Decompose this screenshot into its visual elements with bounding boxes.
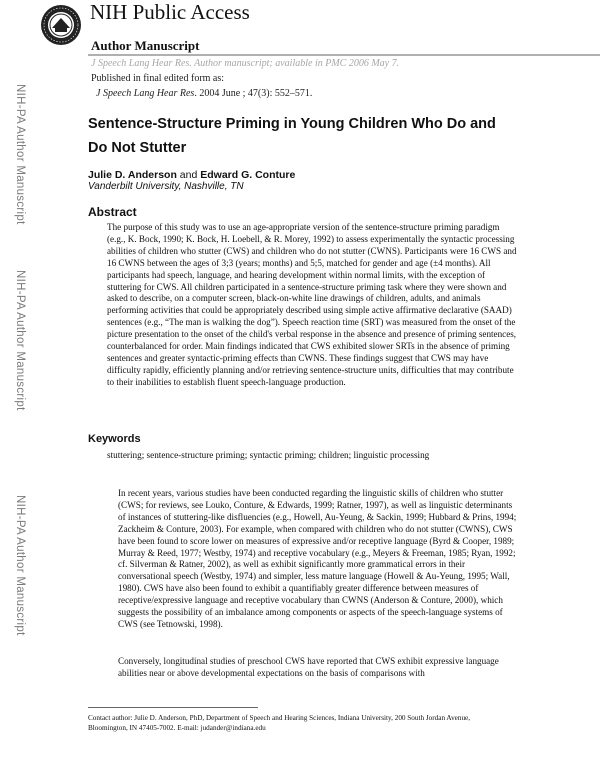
sidebar-label-middle: NIH-PA Author Manuscript: [14, 270, 26, 411]
author-join: and: [176, 169, 201, 181]
footnote: [88, 713, 518, 733]
sidebar-label-bottom: NIH-PA Author Manuscript: [14, 495, 26, 636]
abstract-heading: Abstract: [88, 205, 137, 219]
footnote-divider: [88, 707, 258, 708]
abstract-text: The purpose of this study was to use an age-appropriate version of the sentence-structure priming paradigm (e.g., K. Bock, 1990; K. Bock, H. Loebell, & R. Morey, 1992) to assess experimentally the syntactic processing abilities of children who stutter (CWS) and children who do not stutter (CWNS). Participants were 16 CWS and 16 CWNS between the ages of 3;3 (years; months) and 5;5, matched for gender and age (±4 months). All participants had speech, language, and hearing development within normal limits, with the exception of stuttering for CWS. All children participated in a sentence-structure priming task where they were shown and asked to describe, on a computer screen, black-on-white line drawings of children, adults, and animals performing activities that could be appropriately described using simple active affirmative declarative (SAAD) sentences (e.g., “The man is walking the dog”). Speech reaction time (SRT) was measured from the onset of the picture presentation to the onset of the child's verbal response in the absence and presence of priming sentences, counterbalanced for order. Main findings indicated that CWS exhibited slower SRTs in the absence of priming sentences and greater syntactic-priming effects than CWNS. These findings suggest that CWS may have difficulty rapidly, efficiently planning and/or retrieving sentence-structure units, difficulties that may contribute to their inabilities to establish fluent speech-language production.: [107, 222, 517, 387]
citation: [96, 88, 312, 99]
affiliation: Vanderbilt University, Nashville, TN: [88, 181, 244, 192]
authors: [88, 169, 295, 181]
nih-public-access-title: NIH Public Access: [90, 0, 250, 24]
author-1: Julie D. Anderson: [88, 169, 177, 181]
citation-journal: J Speech Lang Hear Res: [96, 88, 195, 99]
keywords-text: stuttering; sentence-structure priming; syntactic priming; children; linguistic processing: [107, 450, 430, 460]
header-divider: [88, 54, 600, 56]
body-paragraph-2: Conversely, longitudinal studies of preschool CWS have reported that CWS exhibit expressive language abilities near or above developmental expectations on the basis of comparisons with: [118, 656, 499, 678]
article-title: Sentence-Structure Priming in Young Children Who Do and Do Not Stutter: [88, 116, 496, 156]
author-2: Edward G. Conture: [200, 169, 296, 181]
sidebar-label-top: NIH-PA Author Manuscript: [14, 84, 26, 225]
nih-seal-icon: [40, 4, 82, 46]
published-label: Published in final edited form as:: [91, 73, 225, 84]
citation-details: . 2004 June ; 47(3): 552–571.: [194, 88, 313, 99]
availability-line: J Speech Lang Hear Res. Author manuscript; available in PMC 2006 May 7.: [91, 58, 400, 69]
footnote-line-1: Contact author: Julie D. Anderson, PhD, Department of Speech and Hearing Sciences, Indiana University, 200 South Jordan Avenue,: [88, 714, 471, 722]
body-paragraph-1: In recent years, various studies have been conducted regarding the linguistic skills of children who stutter (CWS; for reviews, see Louko, Conture, & Edwards, 1999; Ratner, 1997), as well as linguistic determinants of instances of stuttering-like disfluencies (e.g., Howell, Au-Yeung, & Sackin, 1999; Hubbard & Prins, 1994; Zackheim & Conture, 2003). For example, when compared with children who do not stutter (CWNS), CWS have been found to score lower on measures of expressive and/or receptive language (Byrd & Cooper, 1989; Murray & Reed, 1977; Westby, 1974) and receptive vocabulary (e.g., Meyers & Freeman, 1985; Ryan, 1992; cf. Silverman & Ratner, 2002), as well as exhibit significantly more grammatical errors in their conversational speech (Westby, 1974) and simpler, less mature language (Howell & Au-Yeung, 1995; Wall, 1980). CWS have also been found to exhibit a quantifiably greater difference between measures of receptive/expressive language and receptive vocabulary than CWNS (Anderson & Conture, 2000), which suggests the possibility of an imbalance among components or aspects of the speech-language systems of CWS (see Tetnowski, 1998).: [118, 488, 517, 629]
keywords-heading: Keywords: [88, 433, 141, 445]
author-manuscript-label: Author Manuscript: [91, 38, 200, 53]
footnote-line-2: Bloomington, IN 47405-7002. E-mail: judander@indiana.edu: [88, 724, 266, 732]
